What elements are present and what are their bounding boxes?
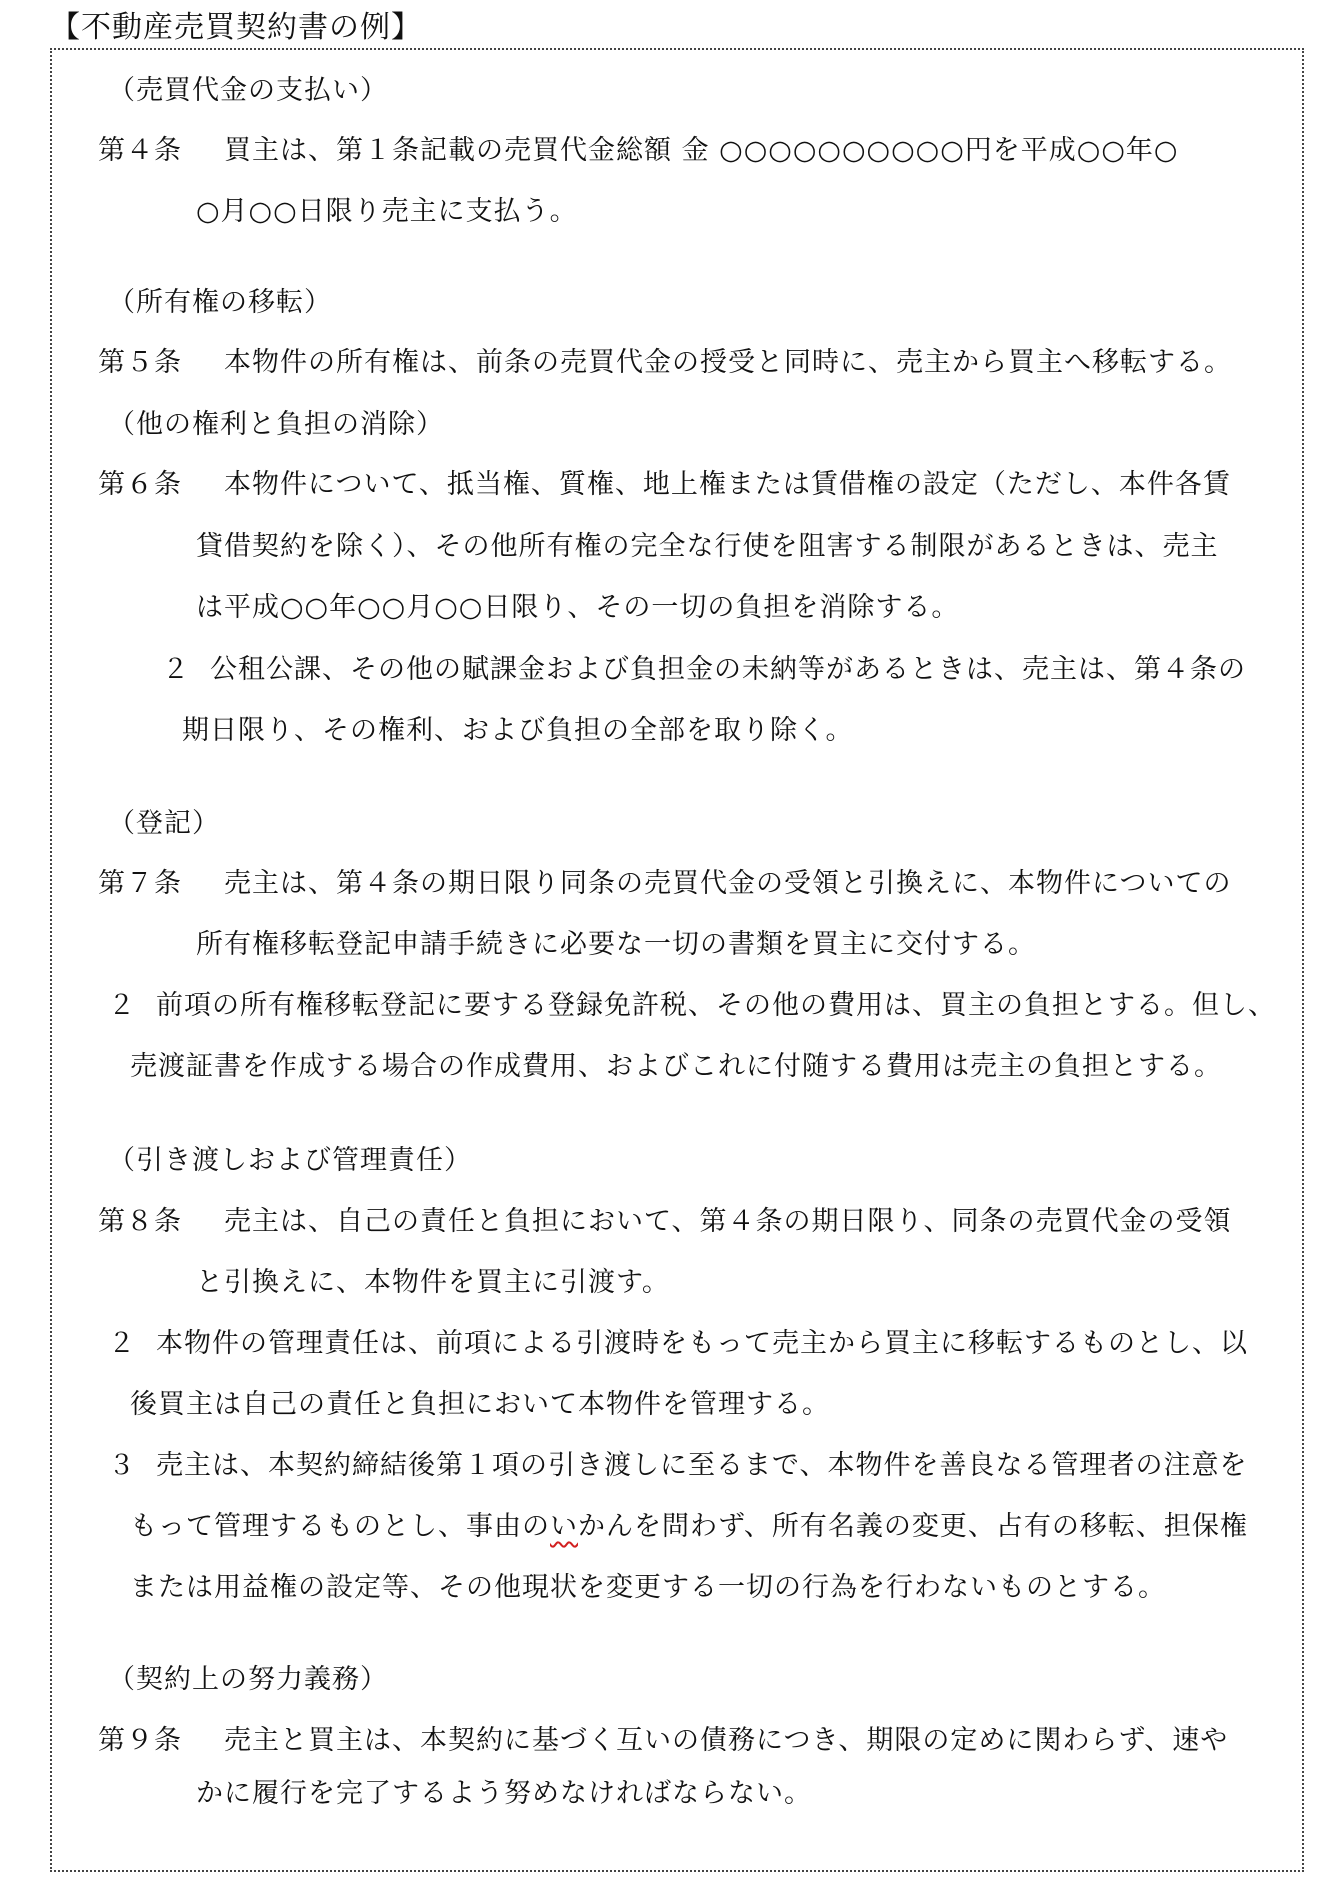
article-8-line-1 — [98, 1203, 1231, 1241]
article-6-label: 第６条 — [98, 469, 182, 500]
article-6-line-2: 貸借契約を除く）、その他所有権の完全な行使を阻害する制限があるときは、売主 — [196, 531, 1219, 562]
article-4-heading: （売買代金の支払い） — [108, 75, 388, 106]
document-title: 【不動産売買契約書の例】 — [50, 10, 422, 45]
article-8-item-2-line-1 — [106, 1325, 1248, 1363]
article-9-text-1: 売主と買主は、本契約に基づく互いの債務につき、期限の定めに関わらず、速や — [224, 1725, 1229, 1756]
article-4-text-1: 買主は、第１条記載の売買代金総額 金 ○○○○○○○○○○円を平成○○年○ — [224, 135, 1179, 166]
article-5-heading: （所有権の移転） — [108, 287, 332, 318]
article-7-heading: （登記） — [108, 808, 220, 839]
article-6-item-2-text-1: 公租公課、その他の賦課金および負担金の未納等があるときは、売主は、第４条の — [210, 654, 1246, 685]
article-5-text-1: 本物件の所有権は、前条の売買代金の授受と同時に、売主から買主へ移転する。 — [224, 347, 1232, 378]
article-8-item-3-line-2 — [130, 1508, 1248, 1546]
article-8-item-3-line-3: または用益権の設定等、その他現状を変更する一切の行為を行わないものとする。 — [130, 1572, 1166, 1603]
article-8-item-2-text-1: 本物件の管理責任は、前項による引渡時をもって売主から買主に移転するものとし、以 — [156, 1328, 1248, 1359]
article-8-label: 第８条 — [98, 1206, 182, 1237]
article-8-item-2-number: ２ — [108, 1328, 136, 1359]
article-5-label: 第５条 — [98, 347, 182, 378]
article-6-item-2-line-2: 期日限り、その権利、および負担の全部を取り除く。 — [182, 715, 854, 746]
article-6-text-1: 本物件について、抵当権、質権、地上権または賃借権の設定（ただし、本件各賃 — [224, 469, 1231, 500]
article-4-label: 第４条 — [98, 135, 182, 166]
article-9-heading: （契約上の努力義務） — [108, 1664, 388, 1695]
article-8-item-3-text-2c: かんを問わず、所有名義の変更、占有の移転、担保権 — [578, 1511, 1248, 1542]
article-9-line-2: かに履行を完了するよう努めなければならない。 — [196, 1778, 812, 1809]
article-9-label: 第９条 — [98, 1725, 182, 1756]
article-8-item-3-text-1: 売主は、本契約締結後第１項の引き渡しに至るまで、本物件を善良なる管理者の注意を — [156, 1450, 1248, 1481]
spellcheck-underlined-word: い — [550, 1511, 578, 1542]
article-8-item-3-number: ３ — [108, 1450, 136, 1481]
article-4-line-1 — [98, 132, 1178, 170]
article-8-item-3-text-2a: もって管理するものとし、事由の — [130, 1511, 550, 1542]
article-5-line-1 — [98, 344, 1232, 382]
article-8-item-2-line-2: 後買主は自己の責任と負担において本物件を管理する。 — [130, 1389, 830, 1420]
article-7-text-1: 売主は、第４条の期日限り同条の売買代金の受領と引換えに、本物件についての — [224, 868, 1232, 899]
article-6-line-3: は平成○○年○○月○○日限り、その一切の負担を消除する。 — [196, 592, 960, 623]
article-7-item-2-line-2: 売渡証書を作成する場合の作成費用、およびこれに付随する費用は売主の負担とする。 — [130, 1051, 1222, 1082]
article-4-line-2: ○月○○日限り売主に支払う。 — [196, 196, 578, 227]
article-6-heading: （他の権利と負担の消除） — [108, 409, 444, 440]
article-7-item-2-text-1: 前項の所有権移転登記に要する登録免許税、その他の費用は、買主の負担とする。但し、 — [156, 990, 1276, 1021]
article-9-line-1 — [98, 1722, 1228, 1760]
article-7-item-2-line-1 — [106, 987, 1276, 1025]
article-7-item-2-number: ２ — [108, 990, 136, 1021]
article-7-line-1 — [98, 865, 1231, 903]
article-6-item-2-number: ２ — [162, 654, 190, 685]
article-8-text-1: 売主は、自己の責任と負担において、第４条の期日限り、同条の売買代金の受領 — [224, 1206, 1232, 1237]
article-8-item-3-line-1 — [106, 1447, 1247, 1485]
article-6-line-1 — [98, 466, 1231, 504]
article-8-line-2: と引換えに、本物件を買主に引渡す。 — [196, 1267, 670, 1298]
article-8-heading: （引き渡しおよび管理責任） — [108, 1145, 472, 1176]
article-7-line-2: 所有権移転登記申請手続きに必要な一切の書類を買主に交付する。 — [196, 929, 1036, 960]
article-7-label: 第７条 — [98, 868, 182, 899]
article-6-item-2-line-1 — [160, 651, 1246, 689]
